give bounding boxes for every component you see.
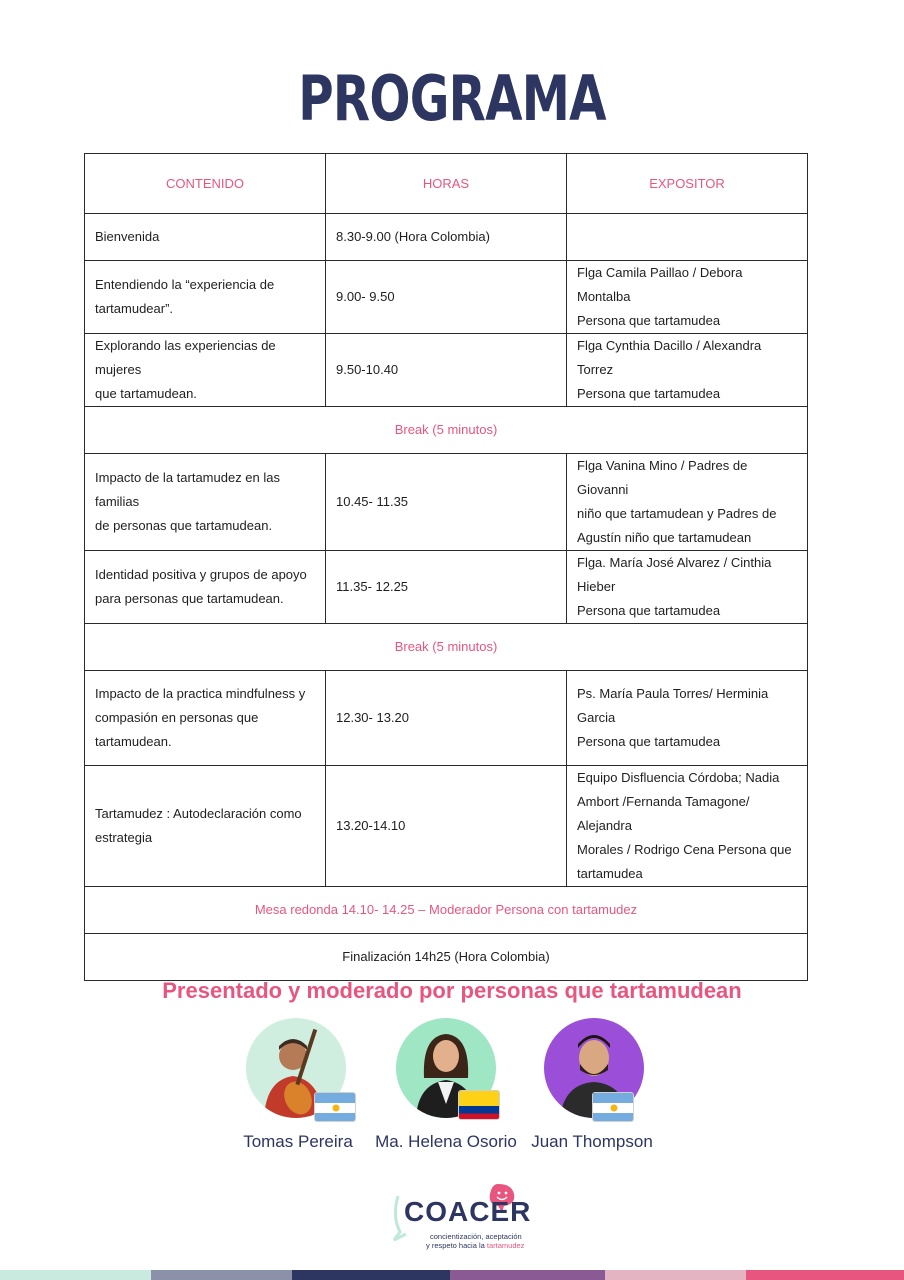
time-cell: 8.30-9.00 (Hora Colombia) <box>326 214 567 261</box>
speaker-cell: Flga Cynthia Dacillo / Alexandra Torrez Persona que tartamudea <box>567 334 808 407</box>
content-cell: Explorando las experiencias de mujeres que tartamudean. <box>85 334 326 407</box>
time-cell: 9.00- 9.50 <box>326 261 567 334</box>
table-row <box>85 551 808 624</box>
footer-stripe <box>605 1270 746 1280</box>
footer-stripe <box>746 1270 904 1280</box>
content-cell: Tartamudez : Autodeclaración como estrategia <box>85 766 326 887</box>
break-label: Break (5 minutos) <box>85 407 808 454</box>
argentina-flag-icon <box>592 1092 634 1122</box>
header-horas: HORAS <box>326 154 567 214</box>
table-header-row <box>85 154 808 214</box>
colombia-flag-icon <box>458 1090 500 1120</box>
logo-tagline: concientización, aceptación <box>430 1232 522 1241</box>
header-expositor: EXPOSITOR <box>567 154 808 214</box>
table-row <box>85 454 808 551</box>
table-row <box>85 334 808 407</box>
content-cell: Bienvenida <box>85 214 326 261</box>
table-row <box>85 261 808 334</box>
footer-stripe <box>151 1270 292 1280</box>
page-title: PROGRAMA <box>298 62 606 135</box>
time-cell: 12.30- 13.20 <box>326 671 567 766</box>
time-cell: 9.50-10.40 <box>326 334 567 407</box>
logo-tagline: y respeto hacia la tartamudez <box>426 1241 525 1250</box>
header-contenido: CONTENIDO <box>85 154 326 214</box>
break-row <box>85 407 808 454</box>
closing-label: Finalización 14h25 (Hora Colombia) <box>85 934 808 981</box>
speaker-cell: Flga. María José Alvarez / Cinthia Hieber Persona que tartamudea <box>567 551 808 624</box>
table-row <box>85 671 808 766</box>
speaker-cell: Flga Vanina Mino / Padres de Giovanni niño que tartamudean y Padres de Agustín niño que tartamudean <box>567 454 808 551</box>
speaker-name: Juan Thompson <box>531 1132 653 1151</box>
speaker-card <box>512 1018 672 1158</box>
speaker-name: Ma. Helena Osorio <box>375 1132 517 1151</box>
break-row <box>85 624 808 671</box>
closing-row <box>85 934 808 981</box>
program-table <box>84 153 808 981</box>
table-row <box>85 214 808 261</box>
speaker-name: Tomas Pereira <box>243 1132 353 1151</box>
content-cell: Impacto de la practica mindfulness y compasión en personas que tartamudean. <box>85 671 326 766</box>
footer-stripe <box>292 1270 450 1280</box>
logo-wordmark: COACER <box>404 1196 532 1227</box>
time-cell: 13.20-14.10 <box>326 766 567 887</box>
content-cell: Entendiendo la “experiencia de tartamudear”. <box>85 261 326 334</box>
speaker-cell: Equipo Disfluencia Córdoba; Nadia Ambort /Fernanda Tamagone/ Alejandra Morales / Rodrigo Cena Persona que tartamudea <box>567 766 808 887</box>
speaker-cell <box>567 214 808 261</box>
speaker-cell: Ps. María Paula Torres/ Herminia Garcia Persona que tartamudea <box>567 671 808 766</box>
time-cell: 11.35- 12.25 <box>326 551 567 624</box>
speaker-card <box>366 1018 526 1158</box>
footer-stripe <box>450 1270 605 1280</box>
argentina-flag-icon <box>314 1092 356 1122</box>
coacer-logo <box>388 1182 532 1252</box>
content-cell: Identidad positiva y grupos de apoyo para personas que tartamudean. <box>85 551 326 624</box>
break-label: Break (5 minutos) <box>85 624 808 671</box>
speaker-cell: Flga Camila Paillao / Debora Montalba Persona que tartamudea <box>567 261 808 334</box>
speaker-card <box>218 1018 378 1158</box>
roundtable-row <box>85 887 808 934</box>
time-cell: 10.45- 11.35 <box>326 454 567 551</box>
presenters-heading: Presentado y moderado por personas que tartamudean <box>162 978 742 1003</box>
footer-stripe <box>0 1270 151 1280</box>
content-cell: Impacto de la tartamudez en las familias de personas que tartamudean. <box>85 454 326 551</box>
roundtable-label: Mesa redonda 14.10- 14.25 – Moderador Persona con tartamudez <box>85 887 808 934</box>
table-row <box>85 766 808 887</box>
